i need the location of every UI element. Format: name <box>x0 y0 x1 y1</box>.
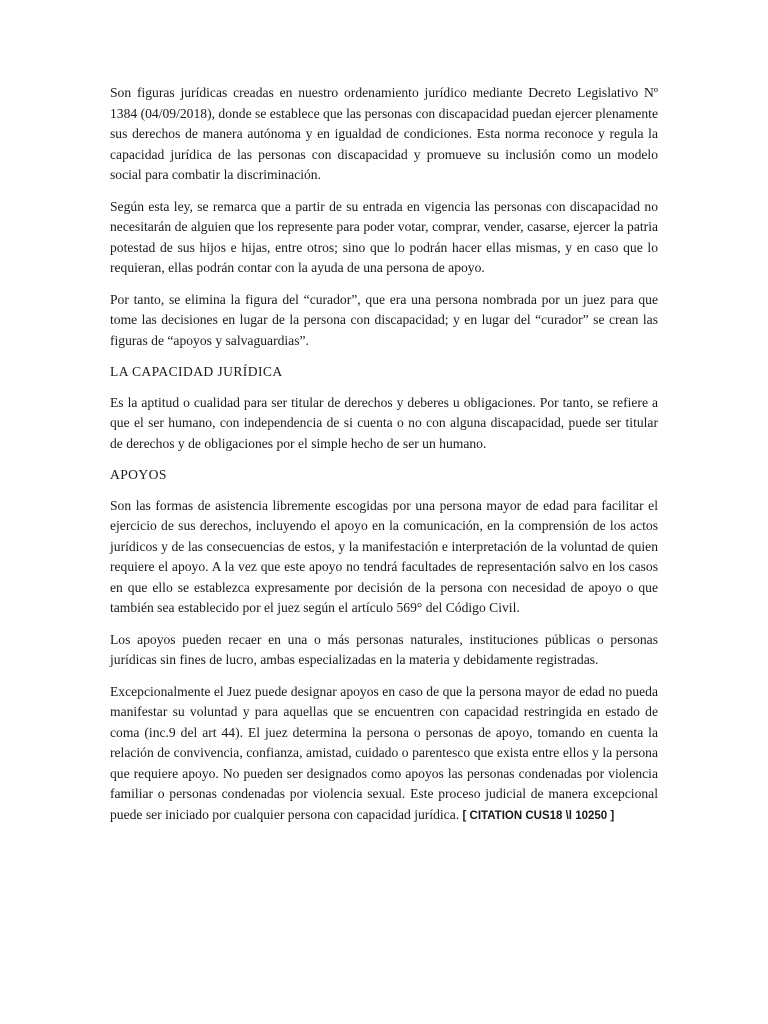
law-effects-paragraph: Según esta ley, se remarca que a partir de su entrada en vigencia las personas con discapacidad no necesitarán de alguien que los represente para poder votar, comprar, vender, casarse, ejercer la patria potestad de sus hijos e hijas, entre otros; sino que lo podrán hacer ellas mismas, y en caso que lo requieran, ellas podrán contar con la ayuda de una persona de apoyo. <box>110 198 658 275</box>
apoyos-persons-paragraph: Los apoyos pueden recaer en una o más personas naturales, instituciones públicas o personas jurídicas sin fines de lucro, ambas especializadas en la materia y debidamente registradas. <box>110 631 658 667</box>
document-body <box>110 83 658 837</box>
section-heading-capacidad-juridica: LA CAPACIDAD JURÍDICA <box>110 364 283 379</box>
judge-designation-paragraph <box>110 682 658 827</box>
apoyos-definition-paragraph: Son las formas de asistencia libremente escogidas por una persona mayor de edad para facilitar el ejercicio de sus derechos, incluyendo el apoyo en la comunicación, en la comprensión de los actos jurídicos y de las consecuencias de estos, y la manifestación e interpretación de la voluntad de quien requiere el apoyo. A la vez que este apoyo no tendrá facultades de representación salvo en los casos en que ello se establezca expresamente por decisión de la persona con necesidad de apoyo o que también sea establecido por el juez según el artículo 569° del Código Civil. <box>110 497 658 615</box>
intro-paragraph: Son figuras jurídicas creadas en nuestro ordenamiento jurídico mediante Decreto Legislativo Nº 1384 (04/09/2018), donde se establece que las personas con discapacidad puedan ejercer plenamente sus derechos de manera autónoma y en igualdad de condiciones. Esta norma reconoce y regula la capacidad jurídica de las personas con discapacidad y promueve su inclusión como un modelo social para combatir la discriminación. <box>110 85 658 182</box>
section-heading-apoyos: APOYOS <box>110 467 167 482</box>
citation-field: [ CITATION CUS18 \l 10250 ] <box>462 809 615 822</box>
judge-designation-text: Excepcionalmente el Juez puede designar apoyos en caso de que la persona mayor de edad no pueda manifestar su voluntad y para aquellas que se encuentren con capacidad restringida en estado de coma (inc.9 del art 44). El juez determina la persona o personas de apoyo, tomando en cuenta la relación de convivencia, confianza, amistad, cuidado o parentesco que exista entre ellos y la persona que requiere apoyo. No pueden ser designados como apoyos las personas condenadas por violencia familiar o personas condenadas por violencia sexual. Este proceso judicial de manera excepcional puede ser iniciado por cualquier persona con capacidad jurídica. <box>110 683 658 822</box>
curador-paragraph: Por tanto, se elimina la figura del “curador”, que era una persona nombrada por un juez para que tome las decisiones en lugar de la persona con discapacidad; y en lugar del “curador” se crean las figuras de “apoyos y salvaguardias”. <box>110 291 658 348</box>
capacidad-definition-paragraph: Es la aptitud o cualidad para ser titular de derechos y deberes u obligaciones. Por tanto, se refiere a que el ser humano, con independencia de si cuenta o no con alguna discapacidad, puede ser titular de derechos y de obligaciones por el simple hecho de ser un humano. <box>110 394 658 451</box>
